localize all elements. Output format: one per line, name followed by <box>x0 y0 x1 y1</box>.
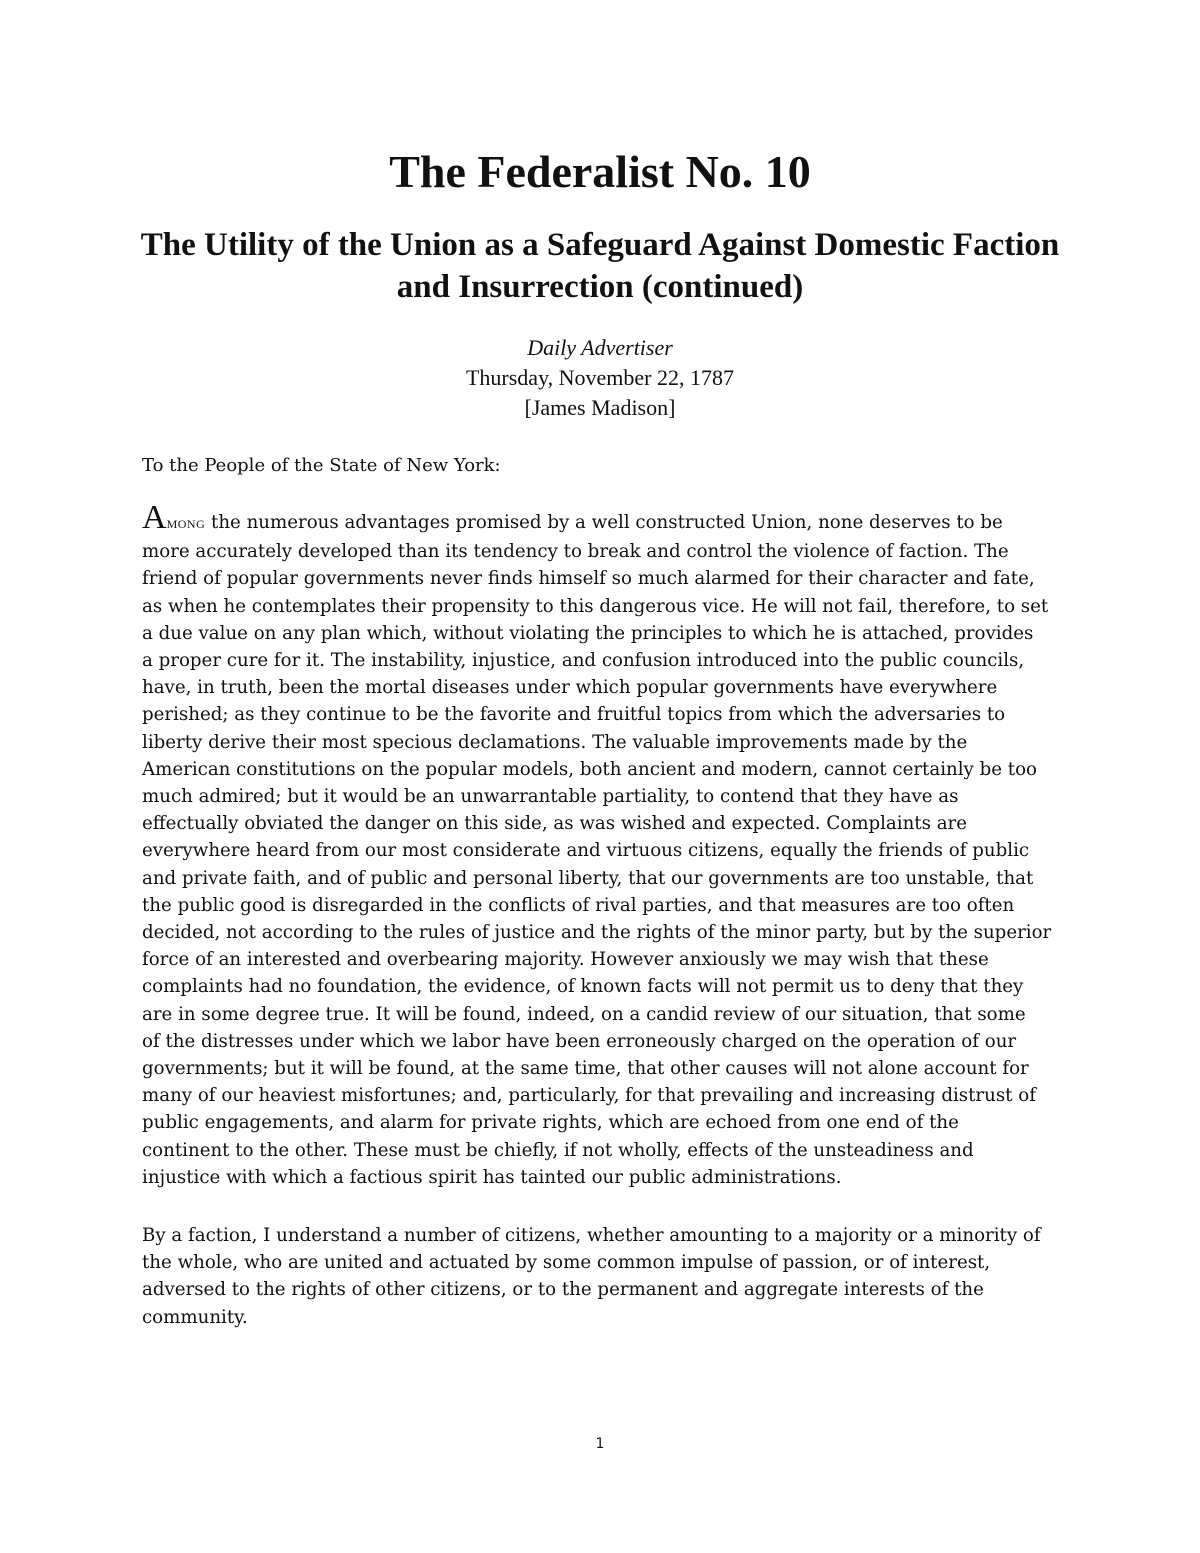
paragraph-line: more accurately developed than its tendency to break and control the violence of faction. The <box>142 541 1009 563</box>
document-title: The Federalist No. 10 <box>389 146 811 197</box>
paragraph-line: effectually obviated the danger on this side, as was wished and expected. Complaints are <box>142 813 968 835</box>
paragraph-line: complaints had no foundation, the evidence, of known facts will not permit us to deny that they <box>142 976 1024 998</box>
paragraph-line: adversed to the rights of other citizens, or to the permanent and aggregate interests of the <box>142 1279 984 1301</box>
paragraph-1 <box>142 499 1062 1191</box>
paragraph-line: everywhere heard from our most considerate and virtuous citizens, equally the friends of public <box>142 840 1030 862</box>
paragraph-line: American constitutions on the popular models, both ancient and modern, cannot certainly be too <box>142 758 1037 780</box>
publication-info <box>0 333 1200 423</box>
paragraph-line: liberty derive their most specious declamations. The valuable improvements made by the <box>142 731 968 753</box>
paragraph-2 <box>142 1222 1062 1331</box>
drop-cap: A <box>142 499 167 536</box>
paragraph-line: as when he contemplates their propensity to this dangerous vice. He will not fail, therefore, to set <box>142 595 1049 617</box>
paragraph-line: a due value on any plan which, without violating the principles to which he is attached, provides <box>142 622 1034 644</box>
paragraph-line: By a faction, I understand a number of citizens, whether amounting to a majority or a minority of <box>142 1225 1041 1246</box>
paragraph-line: the whole, who are united and actuated by some common impulse of passion, or of interest, <box>142 1252 991 1274</box>
paragraph-line: decided, not according to the rules of justice and the rights of the minor party, but by the superior <box>142 922 1052 944</box>
salutation: To the People of the State of New York: <box>142 455 501 476</box>
paragraph-line: injustice with which a factious spirit has tainted our public administrations. <box>142 1166 842 1188</box>
paragraph-line: a proper cure for it. The instability, injustice, and confusion introduced into the public councils, <box>142 650 1025 672</box>
paragraph-line: many of our heaviest misfortunes; and, particularly, for that prevailing and increasing distrust of <box>142 1085 1036 1107</box>
paragraph-line <box>142 499 1062 538</box>
small-caps-word: MONG <box>166 517 206 531</box>
paragraph-line: and private faith, and of public and personal liberty, that our governments are too unstable, that <box>142 867 1034 889</box>
paragraph-line: governments; but it will be found, at the same time, that other causes will not alone account for <box>142 1058 1029 1080</box>
paragraph-line: community. <box>142 1306 248 1328</box>
line-text: the numerous advantages promised by a well constructed Union, none deserves to be <box>205 512 1003 533</box>
publication-date: Thursday, November 22, 1787 <box>465 365 735 390</box>
document-subtitle: The Utility of the Union as a Safeguard Against Domestic Faction and Insurrection (continued) <box>140 227 1060 305</box>
paragraph-line: continent to the other. These must be chiefly, if not wholly, effects of the unsteadiness and <box>142 1139 974 1161</box>
paragraph-line: have, in truth, been the mortal diseases under which popular governments have everywhere <box>142 677 998 699</box>
paragraph-line: much admired; but it would be an unwarrantable partiality, to contend that they have as <box>142 786 959 808</box>
paragraph-line: the public good is disregarded in the conflicts of rival parties, and that measures are too often <box>142 894 1015 916</box>
publication-name: Daily Advertiser <box>527 335 673 360</box>
paragraph-line: force of an interested and overbearing majority. However anxiously we may wish that these <box>142 949 989 971</box>
paragraph-line: perished; as they continue to be the favorite and fruitful topics from which the adversaries to <box>142 704 1006 726</box>
page-number: 1 <box>595 1436 605 1452</box>
paragraph-line: friend of popular governments never finds himself so much alarmed for their character and fate, <box>142 568 1035 590</box>
author-name: [James Madison] <box>524 395 676 420</box>
paragraph-line: public engagements, and alarm for private rights, which are echoed from one end of the <box>142 1112 959 1134</box>
paragraph-line: of the distresses under which we labor have been erroneously charged on the operation of our <box>142 1030 1017 1052</box>
paragraph-line: are in some degree true. It will be found, indeed, on a candid review of our situation, that some <box>142 1003 1026 1025</box>
